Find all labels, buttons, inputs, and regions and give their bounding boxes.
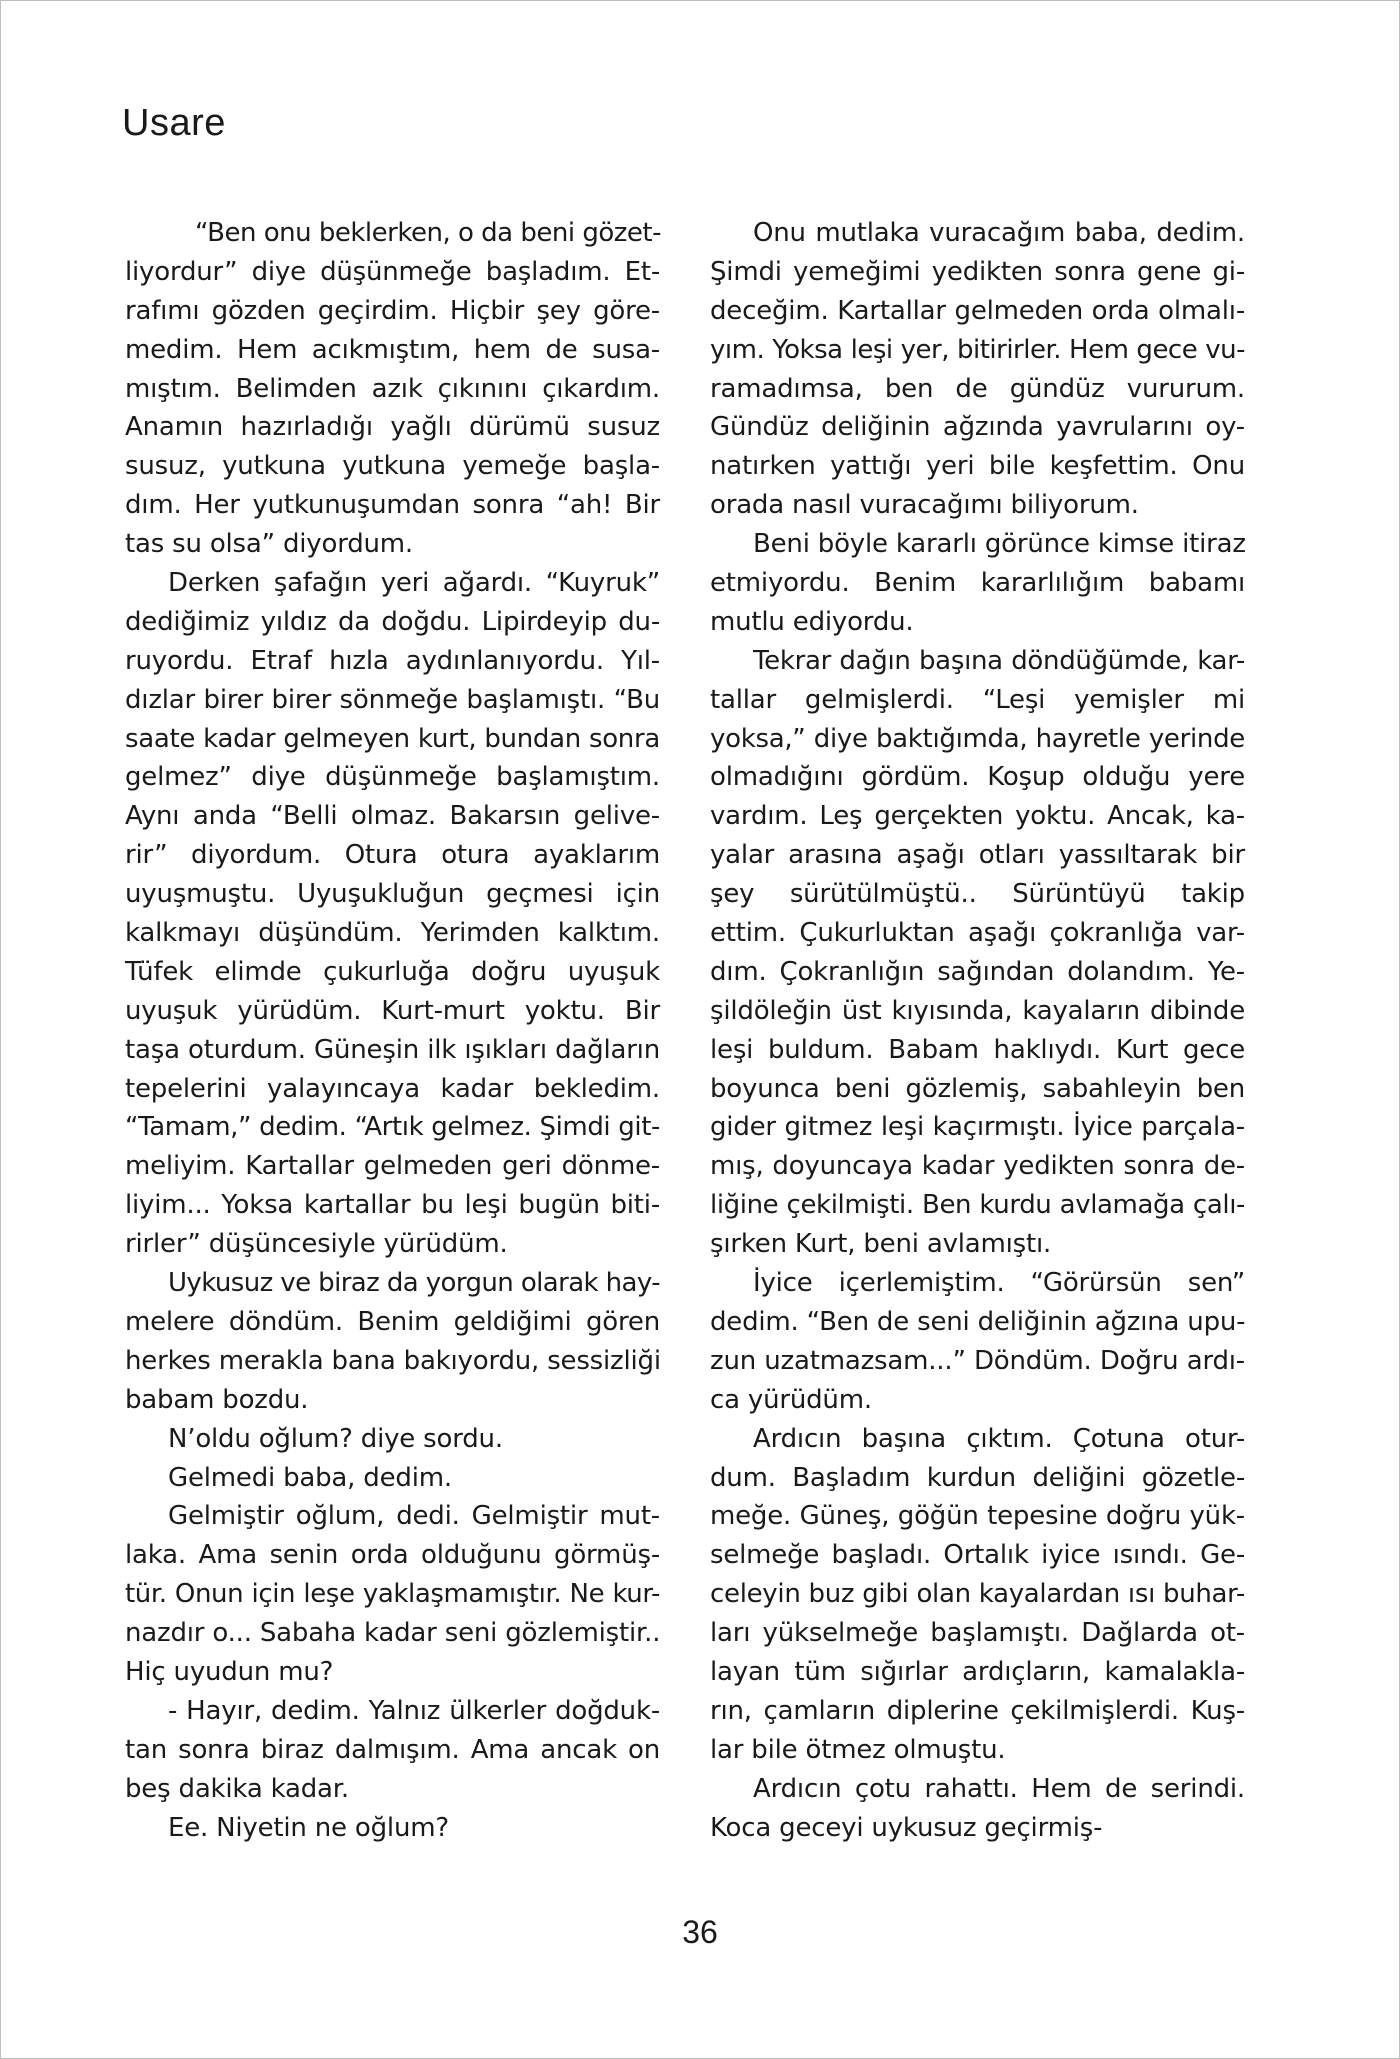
text-line: Şimdi yemeğimi yedikten sonra gene gi- bbox=[710, 256, 1245, 287]
text-line: yoksa,” diye baktığımda, hayretle yerinde bbox=[710, 723, 1245, 754]
text-line: gelmez” diye düşünmeğe başlamıştım. bbox=[125, 762, 660, 793]
text-line: Ardıcın çotu rahattı. Hem de serindi. bbox=[753, 1773, 1245, 1804]
text-line: şildöleğin üst kıyısında, kayaların dibinde bbox=[710, 995, 1245, 1026]
text-line: liyordur” diye düşünmeğe başladım. Et- bbox=[125, 256, 660, 287]
text-line: şırken Kurt, beni avlamıştı. bbox=[710, 1229, 1052, 1260]
text-line: melere döndüm. Benim geldiğimi gören bbox=[125, 1306, 660, 1337]
text-line: uyuşmuştu. Uyuşukluğun geçmesi için bbox=[125, 879, 660, 910]
text-line: natırken yattığı yeri bile keşfettim. Onu bbox=[710, 451, 1245, 482]
text-line: beş dakika kadar. bbox=[125, 1773, 349, 1804]
text-line: laka. Ama senin orda olduğunu görmüş- bbox=[125, 1540, 660, 1571]
text-line: deceğim. Kartallar gelmeden orda olmalı- bbox=[710, 295, 1245, 326]
right-text-column bbox=[710, 214, 1245, 1847]
text-line: dım. Her yutkunuşumdan sonra “ah! Bir bbox=[125, 490, 660, 521]
text-line: rirler” düşüncesiyle yürüdüm. bbox=[125, 1229, 508, 1260]
text-line: liğine çekilmişti. Ben kurdu avlamağa çalı- bbox=[710, 1190, 1245, 1221]
text-line: meliyim. Kartallar gelmeden geri dönme- bbox=[125, 1151, 660, 1182]
text-line: Koca geceyi uykusuz geçirmiş- bbox=[710, 1812, 1103, 1843]
text-line: celeyin buz gibi olan kayalardan ısı buhar- bbox=[710, 1579, 1245, 1610]
text-line: boyunca beni gözlemiş, sabahleyin ben bbox=[710, 1073, 1245, 1104]
text-line: Tüfek elimde çukurluğa doğru uyuşuk bbox=[125, 956, 660, 987]
text-line: dediğimiz yıldız da doğdu. Lipirdeyip du- bbox=[125, 606, 660, 637]
text-line: Gelmiştir oğlum, dedi. Gelmiştir mut- bbox=[168, 1501, 660, 1532]
text-line: zun uzatmazsam...” Döndüm. Doğru ardı- bbox=[710, 1345, 1245, 1376]
text-line: mutlu ediyordu. bbox=[710, 606, 914, 637]
text-line: şey sürütülmüştü.. Sürüntüyü takip bbox=[710, 879, 1245, 910]
text-line: medim. Hem acıkmıştım, hem de susa- bbox=[125, 334, 660, 365]
text-line: Gelmedi baba, dedim. bbox=[168, 1462, 452, 1493]
text-line: rir” diyordum. Otura otura ayaklarım bbox=[125, 840, 660, 871]
text-line: orada nasıl vuracağımı biliyorum. bbox=[710, 490, 1139, 521]
text-line: kalkmayı düşündüm. Yerimden kalktım. bbox=[125, 918, 660, 949]
text-line: dım. Çokranlığın sağından dolandım. Ye- bbox=[710, 956, 1245, 987]
text-line: susuz, yutkuna yutkuna yemeğe başla- bbox=[125, 451, 660, 482]
text-line: selmeğe başladı. Ortalık iyice ısındı. Ge- bbox=[710, 1540, 1245, 1571]
text-line: lar bile ötmez olmuştu. bbox=[710, 1734, 1006, 1765]
text-line: Gündüz deliğinin ağzında yavrularını oy- bbox=[710, 412, 1245, 443]
text-line: nazdır o... Sabaha kadar seni gözlemiştir.. bbox=[125, 1618, 661, 1649]
text-line: yım. Yoksa leşi yer, bitirirler. Hem gece vu- bbox=[710, 334, 1245, 365]
text-line: tas su olsa” diyordum. bbox=[125, 529, 413, 560]
text-line: İyice içerlemiştim. “Görürsün sen” bbox=[753, 1268, 1245, 1299]
text-line: N’oldu oğlum? diye sordu. bbox=[168, 1423, 503, 1454]
text-line: yalar arasına aşağı otları yassıltarak bir bbox=[710, 840, 1245, 871]
text-line: uyuşuk yürüdüm. Kurt-murt yoktu. Bir bbox=[125, 995, 660, 1026]
text-line: tallar gelmişlerdi. “Leşi yemişler mi bbox=[710, 684, 1245, 715]
text-line: dedim. “Ben de seni deliğinin ağzına upu- bbox=[710, 1306, 1246, 1337]
text-line: Aynı anda “Belli olmaz. Bakarsın gelive- bbox=[125, 801, 660, 832]
text-line: vardım. Leş gerçekten yoktu. Ancak, ka- bbox=[710, 801, 1245, 832]
text-line: rafımı gözden geçirdim. Hiçbir şey göre- bbox=[125, 295, 660, 326]
left-text-column bbox=[125, 214, 660, 1847]
text-line: Uykusuz ve biraz da yorgun olarak hay- bbox=[168, 1268, 660, 1299]
text-line: Ardıcın başına çıktım. Çotuna otur- bbox=[753, 1423, 1245, 1454]
text-line: ramadımsa, ben de gündüz vururum. bbox=[710, 373, 1245, 404]
text-line: ları yükselmeğe başlamıştı. Dağlarda ot- bbox=[710, 1618, 1245, 1649]
text-line: mış, doyuncaya kadar yedikten sonra de- bbox=[710, 1151, 1245, 1182]
text-line: taşa oturdum. Güneşin ilk ışıkları dağların bbox=[125, 1034, 660, 1065]
text-line: Tekrar dağın başına döndüğümde, kar- bbox=[753, 645, 1245, 676]
text-line: leşi buldum. Babam haklıydı. Kurt gece bbox=[710, 1034, 1245, 1065]
text-line: ettim. Çukurluktan aşağı çokranlığa var- bbox=[710, 918, 1245, 949]
text-line: layan tüm sığırlar ardıçların, kamalakla- bbox=[710, 1656, 1245, 1687]
text-line: meğe. Güneş, göğün tepesine doğru yük- bbox=[710, 1501, 1245, 1532]
text-line: Hiç uyudun mu? bbox=[125, 1656, 334, 1687]
text-line: tepelerini yalayıncaya kadar bekledim. bbox=[125, 1073, 660, 1104]
text-line: mıştım. Belimden azık çıkınını çıkardım. bbox=[125, 373, 660, 404]
text-line: rın, çamların diplerine çekilmişlerdi. Kuş- bbox=[710, 1695, 1245, 1726]
running-head-title: Usare bbox=[122, 102, 226, 144]
text-line: Beni böyle kararlı görünce kimse itiraz bbox=[753, 529, 1246, 560]
text-line: tan sonra biraz dalmışım. Ama ancak on bbox=[125, 1734, 660, 1765]
text-line: “Ben onu beklerken, o da beni gözet- bbox=[195, 218, 661, 248]
text-line: “Tamam,” dedim. “Artık gelmez. Şimdi git- bbox=[125, 1112, 660, 1143]
text-line: olmadığını gördüm. Koşup olduğu yere bbox=[710, 762, 1245, 793]
text-line: tür. Onun için leşe yaklaşmamıştır. Ne kur- bbox=[125, 1579, 660, 1610]
text-line: gider gitmez leşi kaçırmıştı. İyice parçala- bbox=[710, 1112, 1245, 1143]
text-line: ruyordu. Etraf hızla aydınlanıyordu. Yıl- bbox=[125, 645, 660, 676]
text-line: etmiyordu. Benim kararlılığım babamı bbox=[710, 568, 1245, 599]
text-line: saate kadar gelmeyen kurt, bundan sonra bbox=[125, 723, 660, 754]
page-number: 36 bbox=[682, 1914, 718, 1950]
text-line: dızlar birer birer sönmeğe başlamıştı. “Bu bbox=[125, 684, 660, 715]
text-line: - Hayır, dedim. Yalnız ülkerler doğduk- bbox=[168, 1695, 660, 1726]
text-line: Anamın hazırladığı yağlı dürümü susuz bbox=[125, 412, 660, 443]
text-line: Onu mutlaka vuracağım baba, dedim. bbox=[753, 218, 1245, 248]
text-line: Derken şafağın yeri ağardı. “Kuyruk” bbox=[168, 568, 660, 599]
text-line: babam bozdu. bbox=[125, 1384, 309, 1415]
text-line: liyim... Yoksa kartallar bu leşi bugün biti- bbox=[125, 1190, 660, 1221]
text-line: herkes merakla bana bakıyordu, sessizliği bbox=[125, 1345, 661, 1376]
text-line: dum. Başladım kurdun deliğini gözetle- bbox=[710, 1462, 1245, 1493]
text-line: Ee. Niyetin ne oğlum? bbox=[168, 1812, 449, 1843]
text-line: ca yürüdüm. bbox=[710, 1384, 872, 1415]
